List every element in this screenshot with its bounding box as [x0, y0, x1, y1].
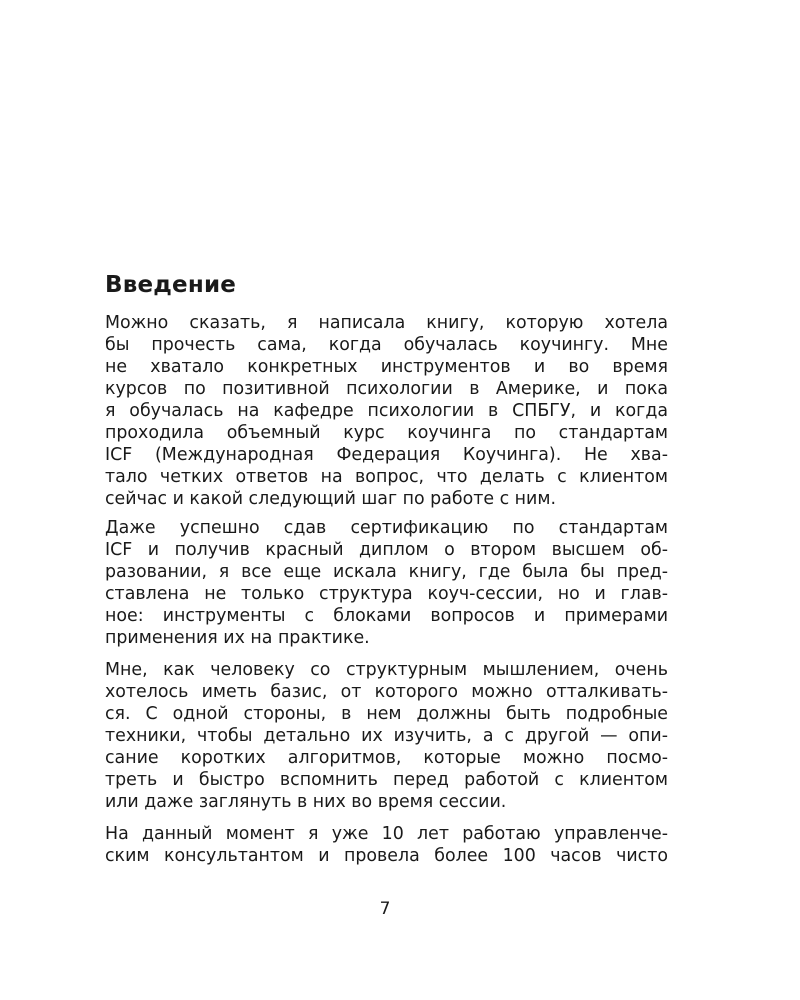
text-line: Мне, как человеку со структурным мышлением, очень: [105, 660, 668, 680]
text-line: Даже успешно сдав сертификацию по стандартам: [105, 518, 668, 538]
text-line: курсов по позитивной психологии в Америке, и пока: [105, 379, 668, 399]
paragraph-3: [105, 659, 668, 813]
page-number: 7: [379, 899, 391, 919]
text-line: ICF (Международная Федерация Коучинга). Не хва-: [105, 445, 668, 465]
text-line: сейчас и какой следующий шаг по работе с ним.: [105, 489, 556, 509]
text-line: ставлена не только структура коуч-сессии, но и глав-: [105, 584, 668, 604]
text-line: треть и быстро вспомнить перед работой с клиентом: [105, 770, 668, 790]
text-line: техники, чтобы детально их изучить, а с другой — опи-: [105, 726, 668, 746]
text-line: не хватало конкретных инструментов и во время: [105, 357, 668, 377]
text-line: ICF и получив красный диплом о втором высшем об-: [105, 540, 668, 560]
text-line: бы прочесть сама, когда обучалась коучингу. Мне: [105, 335, 668, 355]
text-line: Можно сказать, я написала книгу, которую хотела: [105, 313, 668, 333]
text-line: разовании, я все еще искала книгу, где была бы пред-: [105, 562, 668, 582]
chapter-heading: Введение: [105, 272, 237, 298]
text-line: ся. С одной стороны, в нем должны быть подробные: [105, 704, 668, 724]
text-line: применения их на практике.: [105, 628, 370, 648]
paragraph-2: [105, 517, 668, 649]
paragraph-4: [105, 823, 668, 867]
text-line: тало четких ответов на вопрос, что делать с клиентом: [105, 467, 668, 487]
text-line: или даже заглянуть в них во время сессии.: [105, 792, 507, 812]
text-line: проходила объемный курс коучинга по стандартам: [105, 423, 668, 443]
text-line: хотелось иметь базис, от которого можно отталкивать-: [105, 682, 668, 702]
text-line: ное: инструменты с блоками вопросов и примерами: [105, 606, 668, 626]
text-line: сание коротких алгоритмов, которые можно посмо-: [105, 748, 668, 768]
paragraph-1: [105, 312, 668, 510]
text-line: я обучалась на кафедре психологии в СПБГУ, и когда: [105, 401, 668, 421]
text-line: На данный момент я уже 10 лет работаю управленче-: [105, 824, 668, 844]
text-line: ским консультантом и провела более 100 часов чисто: [105, 846, 668, 866]
